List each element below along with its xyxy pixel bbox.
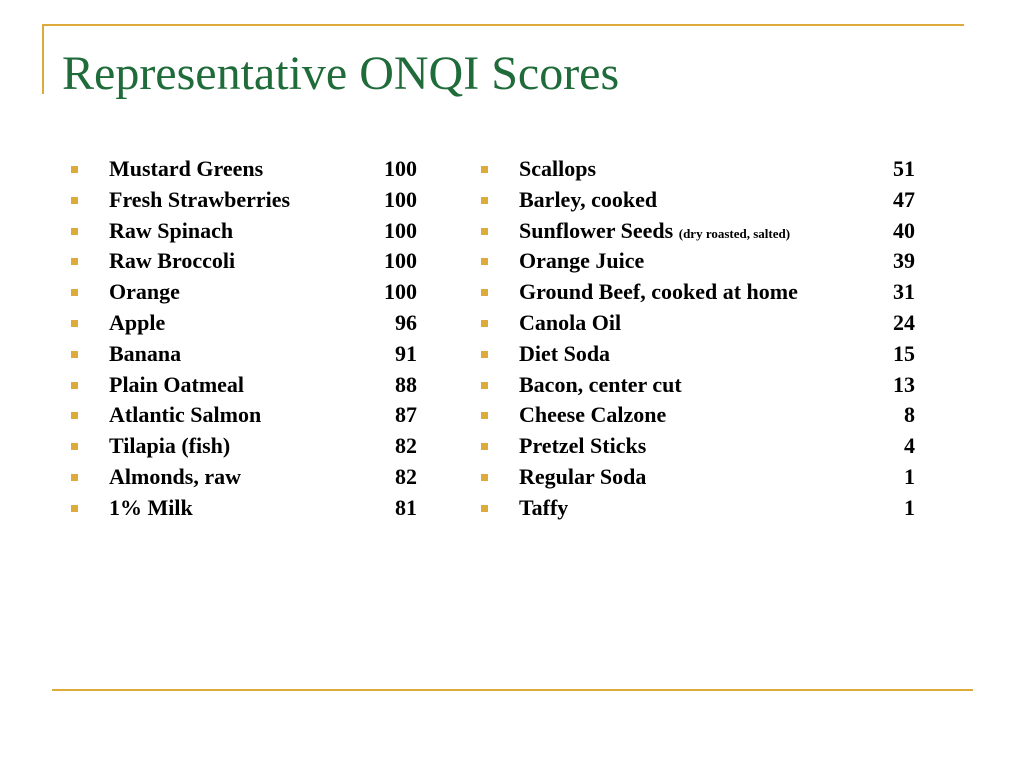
- food-name: [109, 370, 244, 401]
- onqi-score: 24: [893, 309, 915, 335]
- square-bullet-icon: [71, 258, 78, 265]
- food-score-item: [480, 431, 915, 462]
- right-score-list: [480, 154, 915, 524]
- onqi-score: 81: [395, 494, 417, 520]
- food-name-text: Taffy: [519, 494, 569, 520]
- onqi-score: 1: [904, 494, 915, 520]
- food-name: [109, 154, 263, 185]
- square-bullet-icon: [481, 197, 488, 204]
- food-name: [519, 400, 666, 431]
- onqi-score: 100: [384, 217, 417, 243]
- food-name-text: Raw Spinach: [109, 217, 234, 243]
- food-name-text: Fresh Strawberries: [109, 186, 291, 212]
- food-name: [519, 154, 596, 185]
- food-score-item: [70, 370, 417, 401]
- food-name: [519, 185, 657, 216]
- food-name-text: Scallops: [519, 156, 597, 181]
- onqi-score: 31: [893, 279, 915, 305]
- food-score-item: [70, 154, 417, 185]
- onqi-score: 91: [395, 340, 417, 366]
- onqi-score: 82: [395, 463, 417, 489]
- square-bullet-icon: [71, 443, 78, 450]
- food-note: (dry roasted, salted): [678, 225, 791, 241]
- food-name-text: Barley, cooked: [519, 186, 658, 212]
- onqi-score: 100: [384, 248, 417, 274]
- food-name-text: Banana: [109, 340, 182, 366]
- food-score-item: [480, 308, 915, 339]
- square-bullet-icon: [481, 228, 488, 235]
- onqi-score: 87: [395, 402, 417, 428]
- food-name-text: Almonds, raw: [109, 463, 242, 489]
- food-score-item: [70, 185, 417, 216]
- onqi-score: 82: [395, 433, 417, 459]
- onqi-score: 47: [893, 186, 915, 212]
- square-bullet-icon: [481, 289, 488, 296]
- food-name-text: Diet Soda: [519, 340, 611, 366]
- food-name: [519, 370, 682, 401]
- onqi-score: 13: [893, 371, 915, 397]
- square-bullet-icon: [71, 320, 78, 327]
- slide-title: Representative ONQI Scores: [62, 47, 620, 100]
- square-bullet-icon: [71, 228, 78, 235]
- food-name: [519, 277, 798, 308]
- food-name: [109, 493, 193, 524]
- food-name-text: Pretzel Sticks: [519, 433, 647, 459]
- food-score-item: [480, 339, 915, 370]
- food-name: [519, 246, 644, 277]
- square-bullet-icon: [71, 351, 78, 358]
- food-score-item: [70, 400, 417, 431]
- left-score-list: [70, 154, 417, 524]
- food-name-text: Orange: [109, 279, 180, 305]
- food-score-item: [70, 308, 417, 339]
- food-name: [109, 339, 181, 370]
- food-name-text: Tilapia (fish): [109, 433, 231, 459]
- food-name-text: Canola Oil: [519, 309, 622, 335]
- onqi-score: 51: [893, 156, 915, 181]
- square-bullet-icon: [71, 289, 78, 296]
- onqi-score: 100: [384, 279, 417, 305]
- food-name: [519, 339, 610, 370]
- food-name-text: Cheese Calzone: [519, 402, 667, 428]
- food-score-item: [70, 216, 417, 247]
- food-name-text: Sunflower Seeds: [519, 217, 674, 243]
- food-score-item: [480, 462, 915, 493]
- square-bullet-icon: [71, 412, 78, 419]
- food-name-text: Bacon, center cut: [519, 371, 682, 397]
- food-name: [519, 308, 621, 339]
- square-bullet-icon: [481, 320, 488, 327]
- food-name: [519, 431, 646, 462]
- food-name-text: Regular Soda: [519, 463, 647, 489]
- onqi-score: 40: [893, 217, 915, 243]
- food-score-item: [70, 339, 417, 370]
- left-accent-line: [42, 24, 44, 94]
- food-name-text: Ground Beef, cooked at home: [519, 279, 798, 305]
- square-bullet-icon: [71, 197, 78, 204]
- food-name-text: Orange Juice: [519, 248, 645, 274]
- square-bullet-icon: [481, 505, 488, 512]
- food-name: [109, 431, 230, 462]
- food-name-text: Plain Oatmeal: [109, 371, 245, 397]
- square-bullet-icon: [481, 166, 488, 173]
- food-name: [109, 277, 180, 308]
- food-name: [109, 185, 290, 216]
- food-name-text: Raw Broccoli: [109, 248, 236, 274]
- food-score-item: [70, 431, 417, 462]
- onqi-score: 100: [384, 156, 417, 181]
- food-score-item: [70, 462, 417, 493]
- square-bullet-icon: [481, 351, 488, 358]
- onqi-score: 88: [395, 371, 417, 397]
- food-name: [109, 462, 241, 493]
- onqi-score: 39: [893, 248, 915, 274]
- food-score-item: [70, 246, 417, 277]
- food-name: [109, 308, 165, 339]
- food-name: [519, 493, 568, 524]
- food-name-text: 1% Milk: [109, 494, 193, 520]
- food-score-item: [480, 154, 915, 185]
- food-name: [519, 216, 790, 250]
- food-score-item: [480, 493, 915, 524]
- food-score-item: [480, 246, 915, 277]
- food-name: [519, 462, 646, 493]
- food-name-text: Mustard Greens: [109, 156, 264, 181]
- food-score-item: [480, 370, 915, 401]
- top-accent-line: [42, 24, 964, 26]
- food-score-item: [480, 216, 915, 247]
- food-name: [109, 216, 233, 247]
- onqi-score: 1: [904, 463, 915, 489]
- square-bullet-icon: [481, 474, 488, 481]
- square-bullet-icon: [481, 412, 488, 419]
- food-name-text: Atlantic Salmon: [109, 402, 262, 428]
- square-bullet-icon: [71, 474, 78, 481]
- food-name: [109, 400, 261, 431]
- square-bullet-icon: [481, 443, 488, 450]
- onqi-score: 4: [904, 433, 915, 459]
- onqi-score: 8: [904, 402, 915, 428]
- food-score-item: [70, 493, 417, 524]
- square-bullet-icon: [71, 382, 78, 389]
- food-name: [109, 246, 235, 277]
- food-score-item: [480, 277, 915, 308]
- bottom-accent-line: [52, 689, 973, 691]
- food-name-text: Apple: [109, 309, 166, 335]
- food-score-item: [480, 185, 915, 216]
- food-score-item: [480, 400, 915, 431]
- onqi-score: 100: [384, 186, 417, 212]
- square-bullet-icon: [71, 505, 78, 512]
- square-bullet-icon: [71, 166, 78, 173]
- square-bullet-icon: [481, 382, 488, 389]
- food-score-item: [70, 277, 417, 308]
- onqi-score: 96: [395, 309, 417, 335]
- onqi-score: 15: [893, 340, 915, 366]
- square-bullet-icon: [481, 258, 488, 265]
